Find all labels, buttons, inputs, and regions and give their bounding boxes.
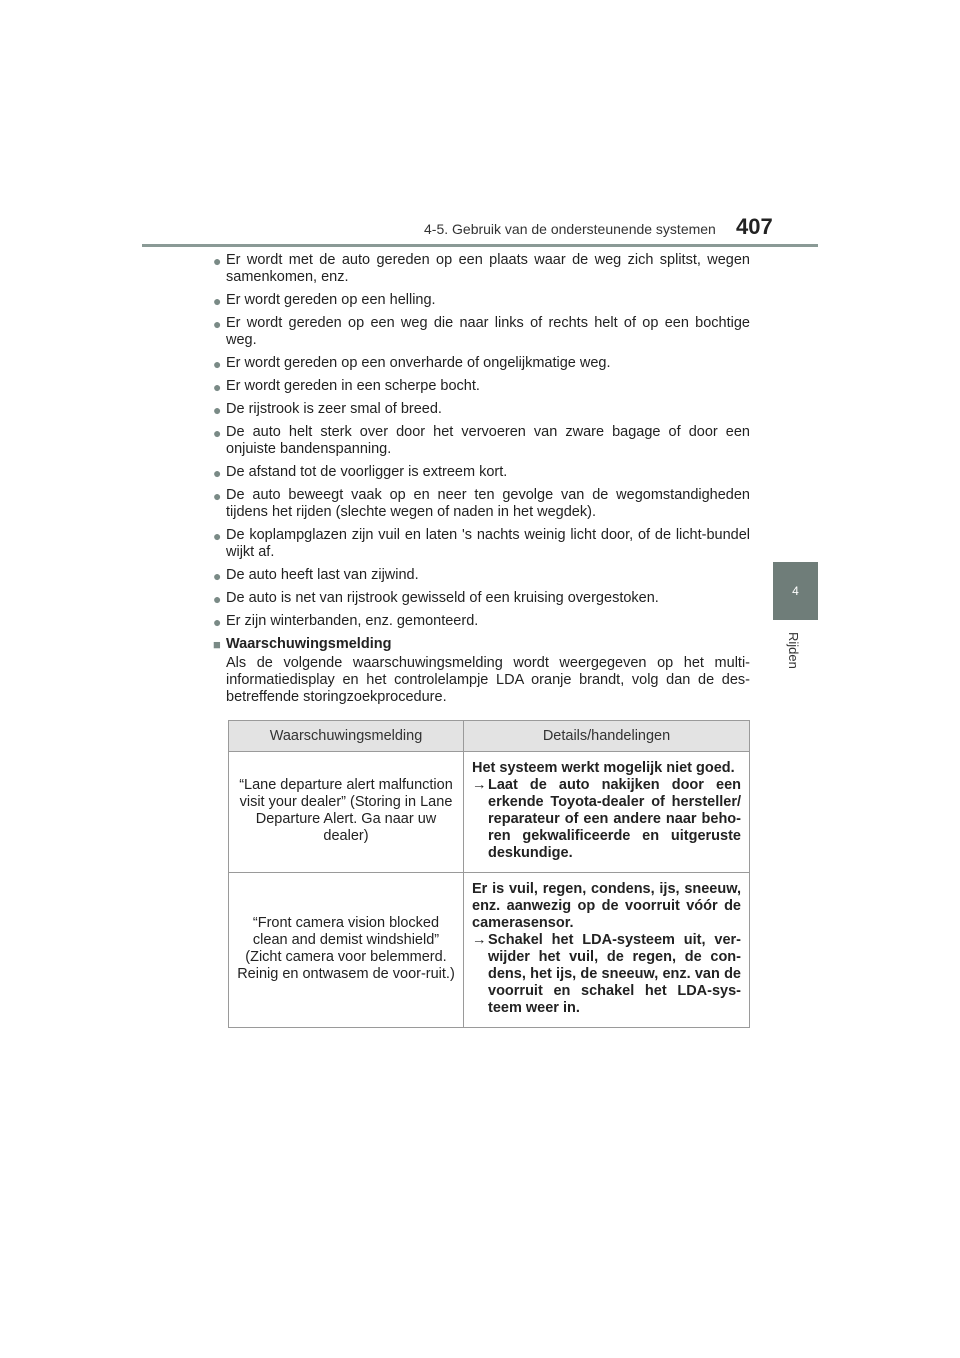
list-item: [210, 567, 750, 584]
page-number: 407: [736, 214, 773, 239]
section-heading-text: Waarschuwingsmelding: [226, 636, 392, 652]
action-text: Laat de auto nakijken door een erkende Toyota-dealer of hersteller/ reparateur of een andere naar beho-ren gekwalificeerde en uitgeruste deskundige.: [488, 777, 741, 861]
list-item: [210, 613, 750, 630]
chapter-tab: [773, 562, 818, 620]
list-item: [210, 355, 750, 372]
section-body: Als de volgende waarschuwingsmelding wordt weergegeven op het multi-informatiedisplay en het controlelampje LDA oranje brandt, volg dan de des-betreffende storingzoekprocedure.: [226, 655, 750, 705]
list-item-text: De auto beweegt vaak op en neer ten gevolge van de wegomstandigheden tijdens het rijden (slechte wegen of naden in het wegdek).: [226, 487, 750, 520]
details-text: Het systeem werkt mogelijk niet goed.: [472, 760, 735, 776]
page-content: [210, 252, 750, 706]
list-item-text: De koplampglazen zijn vuil en laten 's nachts weinig licht door, of de licht-bundel wijkt af.: [226, 527, 750, 560]
bullet-icon: ●: [213, 356, 222, 372]
list-item: [210, 424, 750, 458]
list-item: [210, 464, 750, 481]
condition-list: [210, 252, 750, 630]
bullet-icon: ●: [213, 591, 222, 607]
section-title: 4-5. Gebruik van de ondersteunende systemen: [424, 221, 716, 237]
list-item-text: Er wordt gereden in een scherpe bocht.: [226, 378, 480, 394]
bullet-icon: ●: [213, 293, 222, 309]
warning-table: [228, 720, 750, 1028]
list-item-text: De auto is net van rijstrook gewisseld of een kruising overgestoken.: [226, 590, 659, 606]
bullet-icon: ●: [213, 465, 222, 481]
list-item: [210, 292, 750, 309]
list-item: [210, 590, 750, 607]
list-item-text: Er wordt gereden op een onverharde of ongelijkmatige weg.: [226, 355, 611, 371]
list-item-text: Er wordt met de auto gereden op een plaats waar de weg zich splitst, wegen samenkomen, enz.: [226, 252, 750, 285]
bullet-icon: ●: [213, 488, 222, 504]
action-line: [472, 777, 741, 862]
table-header-row: [229, 721, 750, 752]
table-row: [229, 873, 750, 1028]
square-bullet-icon: ■: [213, 637, 221, 652]
list-item-text: Er zijn winterbanden, enz. gemonteerd.: [226, 613, 479, 629]
bullet-icon: ●: [213, 614, 222, 630]
column-header-message: Waarschuwingsmelding: [229, 721, 464, 752]
bullet-icon: ●: [213, 528, 222, 544]
warning-message-cell: “Front camera vision blocked clean and demist windshield” (Zicht camera voor belemmerd. Reinig en ontwasem de voor-ruit.): [229, 873, 464, 1028]
list-item: [210, 401, 750, 418]
bullet-icon: ●: [213, 425, 222, 441]
bullet-icon: ●: [213, 253, 222, 269]
column-header-details: Details/handelingen: [464, 721, 750, 752]
details-cell: [464, 752, 750, 873]
action-text: Schakel het LDA-systeem uit, ver-wijder het vuil, de regen, de con-dens, het ijs, de sneeuw, enz. van de voorruit en schakel het LDA-sys-teem weer in.: [488, 932, 741, 1016]
bullet-icon: ●: [213, 568, 222, 584]
bullet-icon: ●: [213, 379, 222, 395]
list-item: [210, 315, 750, 349]
header-rule: [142, 244, 818, 247]
warning-message-cell: “Lane departure alert malfunction visit your dealer” (Storing in Lane Departure Alert. Ga naar uw dealer): [229, 752, 464, 873]
details-text: Er is vuil, regen, condens, ijs, sneeuw, enz. aanwezig op de voorruit vóór de camerasensor.: [472, 881, 741, 931]
chapter-number: 4: [792, 584, 799, 598]
arrow-right-icon: →: [472, 932, 487, 948]
list-item-text: De auto heeft last van zijwind.: [226, 567, 419, 583]
section-heading: [210, 636, 750, 653]
bullet-icon: ●: [213, 316, 222, 332]
bullet-icon: ●: [213, 402, 222, 418]
list-item: [210, 378, 750, 395]
list-item: [210, 487, 750, 521]
list-item-text: De afstand tot de voorligger is extreem kort.: [226, 464, 508, 480]
list-item-text: Er wordt gereden op een weg die naar links of rechts helt of op een bochtige weg.: [226, 315, 750, 348]
list-item-text: De rijstrook is zeer smal of breed.: [226, 401, 442, 417]
list-item-text: Er wordt gereden op een helling.: [226, 292, 436, 308]
arrow-right-icon: →: [472, 777, 487, 793]
chapter-label: Rijden: [786, 632, 801, 669]
table-row: [229, 752, 750, 873]
list-item: [210, 527, 750, 561]
details-cell: [464, 873, 750, 1028]
action-line: [472, 932, 741, 1017]
list-item: [210, 252, 750, 286]
list-item-text: De auto helt sterk over door het vervoeren van zware bagage of door een onjuiste bandenspanning.: [226, 424, 750, 457]
